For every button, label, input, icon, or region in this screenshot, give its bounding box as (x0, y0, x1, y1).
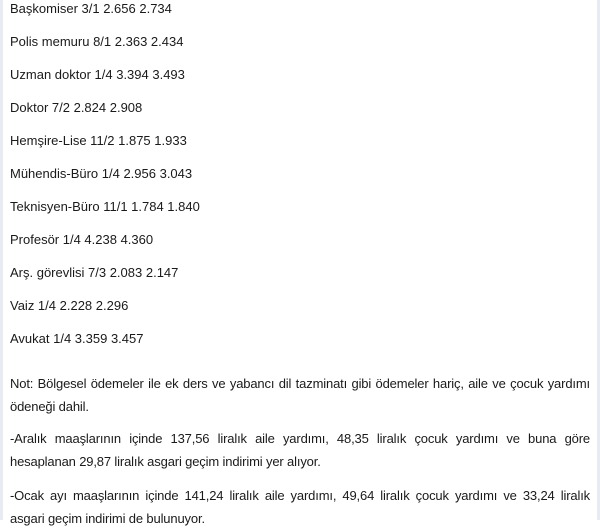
salary-list (10, 0, 590, 347)
salary-row-avukat: Avukat 1/4 3.359 3.457 (10, 331, 144, 346)
salary-row-doktor: Doktor 7/2 2.824 2.908 (10, 100, 143, 115)
salary-row-profesor: Profesör 1/4 4.238 4.360 (10, 232, 154, 247)
page-left-edge (0, 0, 3, 520)
salary-row-polis-memuru: Polis memuru 8/1 2.363 2.434 (10, 34, 184, 49)
note-paragraph: Not: Bölgesel ödemeler ile ek ders ve yabancı dil tazminatı gibi ödemeler hariç, aile ve çocuk yardımı ödeneği dahil. (10, 376, 590, 414)
january-note-paragraph: -Ocak ayı maaşlarının içinde 141,24 liralık aile yardımı, 49,64 liralık çocuk yardımı ve 33,24 liralık asgari geçim indirimi de bulunuyor. (10, 488, 590, 526)
salary-row-muhendis-buro: Mühendis-Büro 1/4 2.956 3.043 (10, 166, 193, 181)
salary-row-ars-gorevlisi: Arş. görevlisi 7/3 2.083 2.147 (10, 265, 179, 280)
salary-row-hemsire-lise: Hemşire-Lise 11/2 1.875 1.933 (10, 133, 187, 148)
salary-row-vaiz: Vaiz 1/4 2.228 2.296 (10, 298, 129, 313)
salary-row-uzman-doktor: Uzman doktor 1/4 3.394 3.493 (10, 67, 185, 82)
salary-row-baskomiser: Başkomiser 3/1 2.656 2.734 (10, 1, 172, 16)
article-body (10, 0, 590, 530)
salary-row-teknisyen-buro: Teknisyen-Büro 11/1 1.784 1.840 (10, 199, 200, 214)
december-note-paragraph: -Aralık maaşlarının içinde 137,56 liralık aile yardımı, 48,35 liralık çocuk yardımı ve buna göre hesaplanan 29,87 liralık asgari geçim indirimi yer alıyor. (10, 431, 590, 469)
